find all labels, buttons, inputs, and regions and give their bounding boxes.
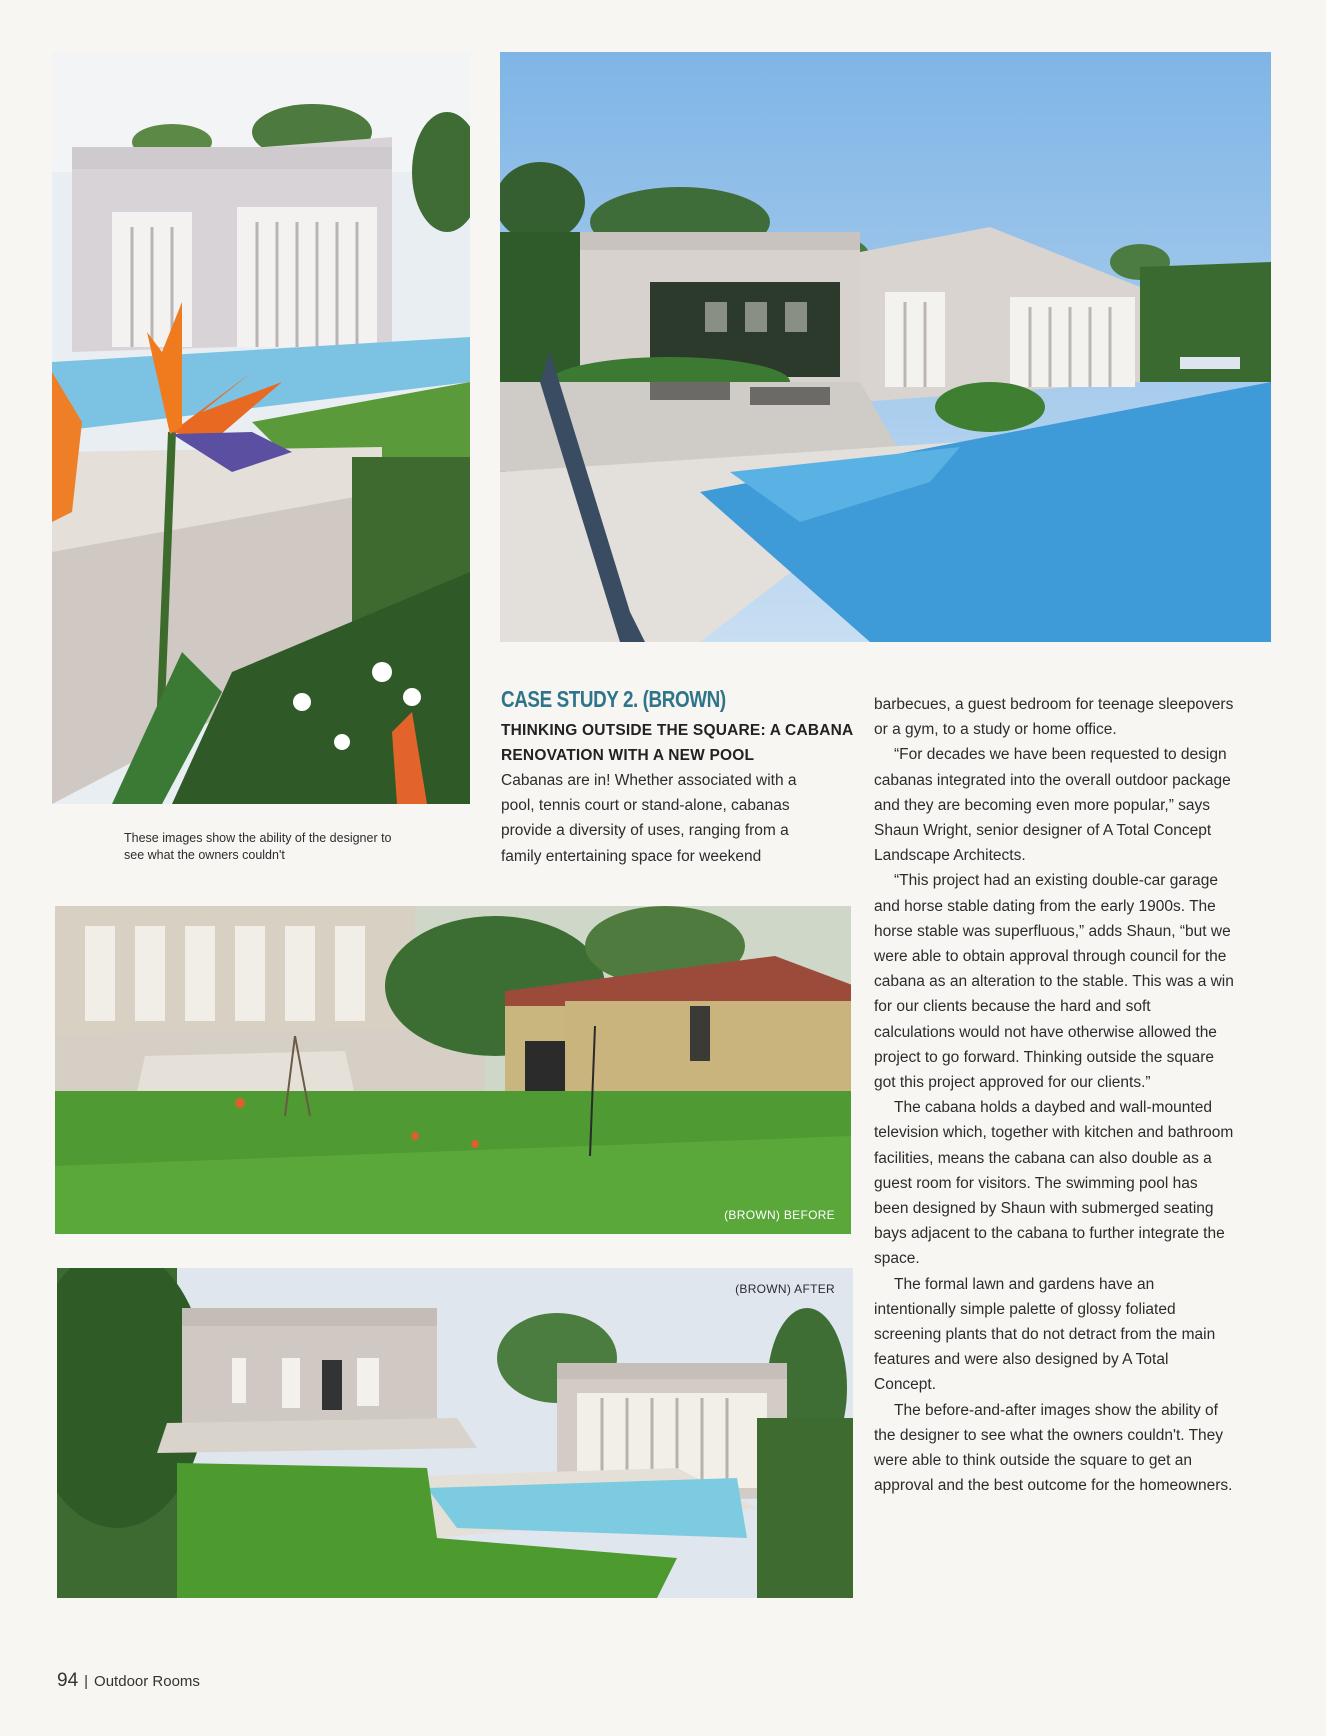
publication-name: Outdoor Rooms — [94, 1673, 200, 1690]
case-study-title: CASE STUDY 2. (BROWN) — [501, 686, 726, 712]
case-study-subtitle: THINKING OUTSIDE THE SQUARE: A CABANA RENOVATION WITH A NEW POOL — [501, 722, 853, 764]
photo-cabana-pool — [500, 52, 1271, 642]
photo-before — [55, 906, 851, 1234]
before-label: (BROWN) BEFORE — [724, 1208, 835, 1222]
photo-after — [57, 1268, 853, 1598]
photo-cabana-pool-image — [500, 52, 1271, 642]
photo-cabana-flower — [52, 52, 470, 804]
article-paragraph: The cabana holds a daybed and wall-mounted television which, together with kitchen and bathroom facilities, means the cabana can also double as a guest room for visitors. The swimming pool has been designed by Shaun with submerged seating bays adjacent to the cabana to further integrate the space. — [874, 1099, 1234, 1268]
photo-after-image — [57, 1268, 853, 1598]
article-paragraph: Cabanas are in! Whether associated with a pool, tennis court or stand-alone, cabanas provide a diversity of uses, ranging from a family entertaining space for weekend — [501, 772, 797, 865]
page-footer — [57, 1670, 200, 1692]
page-number: 94 — [57, 1670, 79, 1691]
footer-separator: | — [84, 1673, 89, 1690]
article-paragraph: “This project had an existing double-car garage and horse stable dating from the early 1900s. The horse stable was superfluous,” adds Shaun, “but we were able to obtain approval through council for the cabana as an alteration to the stable. This was a win for our clients because the hard and soft calculations would not have otherwise allowed the project to go forward. Thinking outside the square got this project approved for our clients.” — [874, 872, 1234, 1092]
after-label: (BROWN) AFTER — [735, 1282, 835, 1296]
article-paragraph: “For decades we have been requested to design cabanas integrated into the overall outdoor package and they are becoming even more popular,” says Shaun Wright, senior designer of A Total Concept Landscape Architects. — [874, 746, 1231, 865]
article-paragraph: barbecues, a guest bedroom for teenage sleepovers or a gym, to a study or home office. — [874, 696, 1234, 739]
photo-before-image — [55, 906, 851, 1234]
article-paragraph: The formal lawn and gardens have an intentionally simple palette of glossy foliated screening plants that do not detract from the main features and were also designed by A Total Concept. — [874, 1275, 1216, 1394]
photo-cabana-flower-image — [52, 52, 470, 804]
article-column-1 — [501, 768, 831, 869]
article-column-2 — [874, 692, 1234, 1499]
article-paragraph: The before-and-after images show the ability of the designer to see what the owners couldn't. They were able to think outside the square to get an approval and the best outcome for the homeowners. — [874, 1401, 1233, 1495]
side-caption: These images show the ability of the designer to see what the owners couldn't — [124, 831, 392, 862]
